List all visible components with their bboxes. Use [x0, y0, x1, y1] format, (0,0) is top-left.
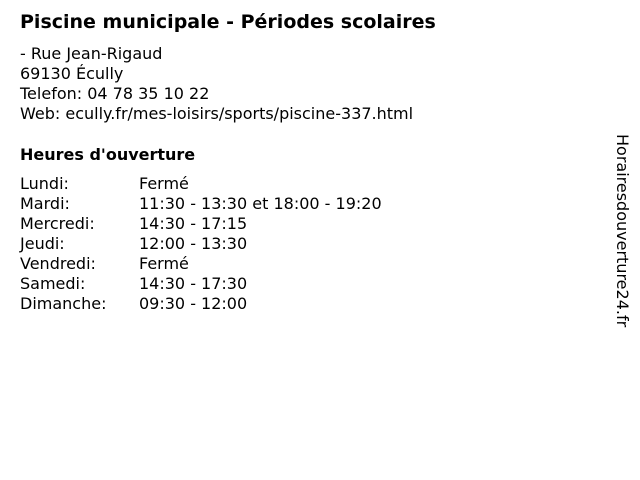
- hours-time: Fermé: [139, 254, 189, 273]
- hours-row-samedi: [20, 274, 382, 294]
- hours-day: Jeudi:: [20, 234, 65, 253]
- hours-day: Dimanche:: [20, 294, 107, 313]
- hours-time: Fermé: [139, 174, 189, 193]
- hours-day: Lundi:: [20, 174, 69, 193]
- hours-day: Mercredi:: [20, 214, 95, 233]
- hours-time: 09:30 - 12:00: [139, 294, 248, 313]
- hours-row-lundi: [20, 174, 382, 194]
- address-street: - Rue Jean-Rigaud: [20, 44, 163, 63]
- hours-time: 14:30 - 17:15: [139, 214, 248, 233]
- page-title: Piscine municipale - Périodes scolaires: [20, 11, 436, 33]
- hours-row-mercredi: [20, 214, 382, 234]
- hours-time: 14:30 - 17:30: [139, 274, 248, 293]
- phone-number: Telefon: 04 78 35 10 22: [20, 84, 210, 103]
- opening-hours-heading: Heures d'ouverture: [20, 145, 196, 164]
- hours-day: Mardi:: [20, 194, 70, 213]
- hours-time: 12:00 - 13:30: [139, 234, 248, 253]
- hours-day: Samedi:: [20, 274, 86, 293]
- hours-row-dimanche: [20, 294, 382, 314]
- address-block: [20, 44, 413, 124]
- opening-hours-table: [20, 174, 382, 314]
- hours-day: Vendredi:: [20, 254, 96, 273]
- website-link[interactable]: Web: ecully.fr/mes-loisirs/sports/piscine-337.html: [20, 104, 414, 123]
- site-watermark: Horairesdouverture24.fr: [613, 134, 632, 328]
- hours-row-vendredi: [20, 254, 382, 274]
- hours-time: 11:30 - 13:30 et 18:00 - 19:20: [139, 194, 382, 213]
- address-city: 69130 Écully: [20, 64, 124, 83]
- hours-row-mardi: [20, 194, 382, 214]
- hours-row-jeudi: [20, 234, 382, 254]
